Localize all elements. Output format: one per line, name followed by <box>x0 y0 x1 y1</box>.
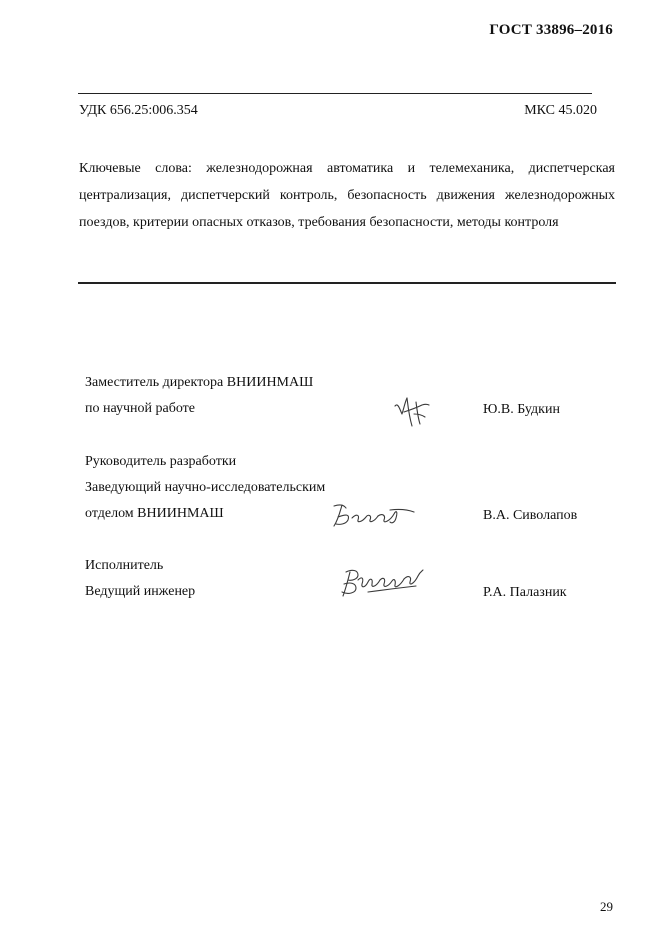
signature-sivolapov <box>330 500 420 532</box>
signature-budkin <box>392 392 432 430</box>
signatory-2-position-line-2: Заведующий научно-исследовательским <box>85 480 326 495</box>
signatory-1-name: Ю.В. Будкин <box>483 402 560 417</box>
standard-code: ГОСТ 33896–2016 <box>489 22 613 38</box>
signatory-3-name: Р.А. Палазник <box>483 585 567 600</box>
mks-code: МКС 45.020 <box>524 103 597 118</box>
signature-palaznik <box>338 566 430 600</box>
udk-code: УДК 656.25:006.354 <box>79 103 198 118</box>
bottom-divider <box>78 282 616 284</box>
signatory-2-position-line-1: Руководитель разработки <box>85 454 237 469</box>
signatory-2-position-line-3: отделом ВНИИНМАШ <box>85 506 224 521</box>
top-divider <box>78 93 592 94</box>
signatory-3-position-line-1: Исполнитель <box>85 558 164 573</box>
signatory-3-position-line-2: Ведущий инженер <box>85 584 196 599</box>
keywords-paragraph: Ключевые слова: железнодорожная автоматика и телемеханика, диспетчерская централизация, диспетчерский контроль, безопасность движения железнодорожных поездов, критерии опасных отказов, требования безопасности, методы контроля <box>79 161 615 230</box>
signatory-1-position-line-1: Заместитель директора ВНИИНМАШ <box>85 375 314 390</box>
signatory-1-position-line-2: по научной работе <box>85 401 195 416</box>
signatory-2-name: В.А. Сиволапов <box>483 508 578 523</box>
page-number: 29 <box>600 899 613 914</box>
